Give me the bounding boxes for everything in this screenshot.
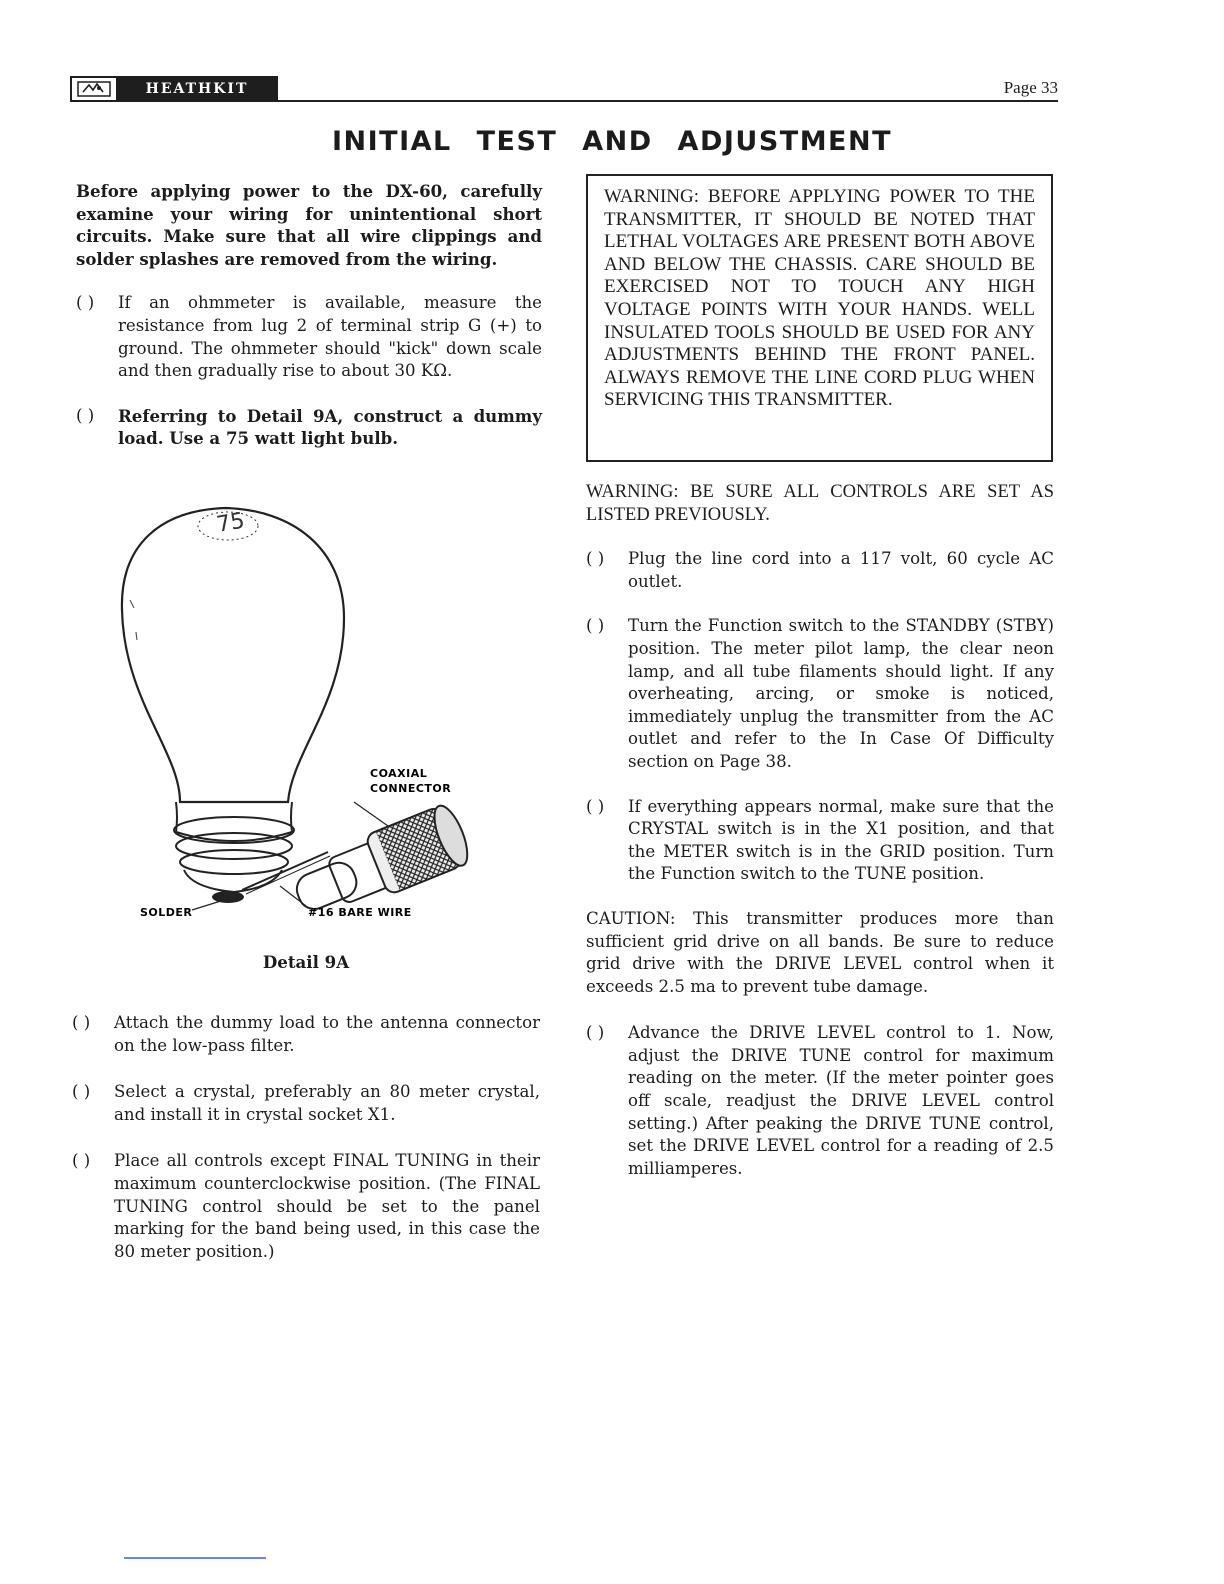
step-text: Advance the DRIVE LEVEL control to 1. Now, adjust the DRIVE TUNE control for maximum reading on the meter. (If the meter pointer goes off scale, readjust the DRIVE LEVEL control setting.) After peaking the DRIVE TUNE control, set the DRIVE LEVEL control for a reading of 2.5 milliamperes. [628,1023,1054,1178]
list-item [586,548,1054,593]
checkbox-marker[interactable]: ( ) [76,293,95,313]
checkbox-marker[interactable]: ( ) [586,796,605,816]
intro-paragraph: Before applying power to the DX-60, carefully examine your wiring for unintentional short circuits. Make sure that all wire clippings and solder splashes are removed from the wiring. [76,181,542,269]
figure-caption: Detail 9A [262,952,350,972]
step-text: If everything appears normal, make sure that the CRYSTAL switch is in the X1 position, and that the METER switch is in the GRID position. Turn the Function switch to the TUNE position. [628,796,1054,884]
step-text: Select a crystal, preferably an 80 meter crystal, and install it in crystal socket X1. [114,1082,540,1124]
checkbox-marker[interactable]: ( ) [586,1023,605,1043]
dummy-load-figure [96,490,516,930]
step-text: Attach the dummy load to the antenna connector on the low-pass filter. [114,1013,540,1055]
list-item [72,1012,540,1057]
list-item [76,292,542,382]
checkbox-marker[interactable]: ( ) [72,1151,91,1171]
checkbox-marker[interactable]: ( ) [76,405,95,425]
checkbox-marker[interactable]: ( ) [586,616,605,636]
left-column-bottom [72,1012,540,1263]
footer-line [124,1557,266,1559]
list-item [72,1150,540,1263]
list-item [76,405,542,450]
right-column [586,481,1054,1180]
label-connector: CONNECTOR [370,782,452,795]
checkbox-marker[interactable]: ( ) [72,1082,91,1102]
label-solder: SOLDER [140,906,193,919]
header-rule [278,100,1058,102]
logo-emblem-icon [72,78,118,100]
list-item [72,1081,540,1126]
step-text: Referring to Detail 9A, construct a dummy load. Use a 75 watt light bulb. [118,405,542,449]
list-item [586,796,1054,886]
controls-warning: WARNING: BE SURE ALL CONTROLS ARE SET AS LISTED PREVIOUSLY. [586,482,1054,525]
step-text: Turn the Function switch to the STANDBY (STBY) position. The meter pilot lamp, the clear neon lamp, and all tube filaments should light. If any overheating, arcing, or smoke is noticed, immediately unplug the transmitter from the AC outlet and refer to the In Case Of Difficulty section on Page 38. [628,616,1054,771]
lethal-voltage-warning-box: WARNING: BEFORE APPLYING POWER TO THE TRANSMITTER, IT SHOULD BE NOTED THAT LETHAL VOLTAGES ARE PRESENT BOTH ABOVE AND BELOW THE CHASSIS. CARE SHOULD BE EXERCISED NOT TO TOUCH ANY HIGH VOLTAGE POINTS WITH YOUR HANDS. WELL INSULATED TOOLS SHOULD BE USED FOR ANY ADJUSTMENTS BEHIND THE FRONT PANEL. ALWAYS REMOVE THE LINE CORD PLUG WHEN SERVICING THIS TRANSMITTER. [586,174,1053,462]
checkbox-marker[interactable]: ( ) [586,549,605,569]
left-column-top [76,180,542,450]
page-title: INITIAL TEST AND ADJUSTMENT [331,126,893,157]
caution-paragraph: CAUTION: This transmitter produces more than sufficient grid drive on all bands. Be sure to reduce grid drive with the DRIVE LEVEL control when it exceeds 2.5 ma to prevent tube damage. [586,908,1054,996]
list-item [586,615,1054,773]
label-bare-wire: #16 BARE WIRE [308,906,412,919]
step-text: Plug the line cord into a 117 volt, 60 cycle AC outlet. [628,549,1054,591]
step-text: If an ohmmeter is available, measure the resistance from lug 2 of terminal strip G (+) to ground. The ohmmeter should "kick" down scale and then gradually rise to about 30 KΩ. [118,293,542,381]
heathkit-logo [70,76,278,102]
label-coaxial: COAXIAL [370,767,428,780]
logo-wordmark: HEATHKIT [145,81,249,97]
bulb-wattage-marking: 75 [214,508,247,538]
light-bulb-illustration [96,490,516,930]
page-number: Page 33 [1003,78,1058,97]
list-item [586,1022,1054,1180]
checkbox-marker[interactable]: ( ) [72,1013,91,1032]
step-text: Place all controls except FINAL TUNING in their maximum counterclockwise position. (The FINAL TUNING control should be set to the panel marking for the band being used, in this case the 80 meter position.) [114,1151,540,1261]
